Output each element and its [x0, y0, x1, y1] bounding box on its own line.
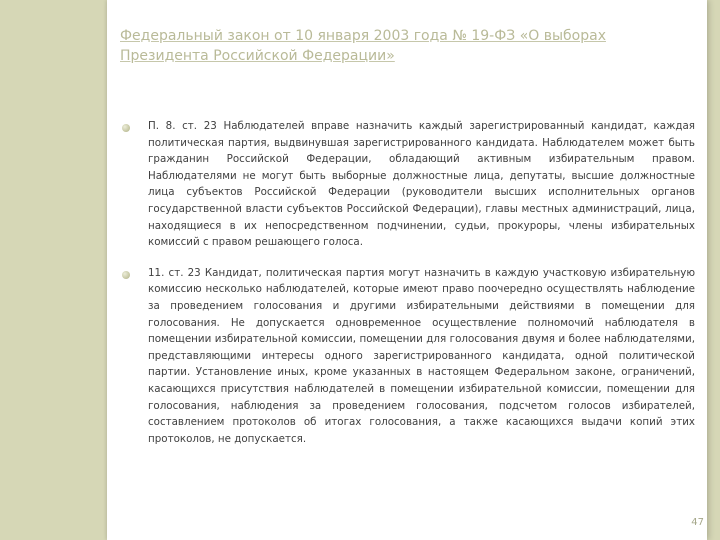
- list-item-text: П. 8. ст. 23 Наблюдателей вправе назначить каждый зарегистрированный кандидат, каждая политическая партия, выдвинувшая зарегистрированного кандидата. Наблюдателем может быть гражданин Российской Федерации, обладающий активным избирательным правом. Наблюдателями не могут быть выборные должностные лица, депутаты, высшие должностные лица субъектов Российской Федерации (руководители высших исполнительных органов государственной власти субъектов Российской Федерации), главы местных администраций, лица, находящиеся в их непосредственном подчинении, судьи, прокуроры, члены избирательных комиссий с правом решающего голоса.: [148, 120, 695, 249]
- page-title: Федеральный закон от 10 января 2003 года № 19-ФЗ «О выборах Президента Российской Федерации»: [120, 28, 606, 64]
- page-number: 47: [691, 517, 704, 528]
- bullet-icon: [122, 124, 130, 132]
- bullet-list: [121, 118, 695, 461]
- list-item: [121, 118, 695, 251]
- bullet-icon: [122, 271, 130, 279]
- list-item: [121, 265, 695, 448]
- list-item-text: 11. ст. 23 Кандидат, политическая партия могут назначить в каждую участковую избирательную комиссию несколько наблюдателей, которые имеют право поочередно осуществлять наблюдение за проведением голосования и другими избирательными действиями в помещении для голосования. Не допускается одновременное осуществление полномочий наблюдателя в помещении избирательной комиссии, помещении для голосования двумя и более наблюдателями, представляющими интересы одного зарегистрированного кандидата, одной политической партии. Установление иных, кроме указанных в настоящем Федеральном законе, ограничений, касающихся присутствия наблюдателей в помещении избирательной комиссии, помещении для голосования, наблюдения за проведением голосования, подсчетом голосов избирателей, составлением протоколов об итогах голосования, а также касающихся выдачи копий этих протоколов, не допускается.: [148, 266, 695, 445]
